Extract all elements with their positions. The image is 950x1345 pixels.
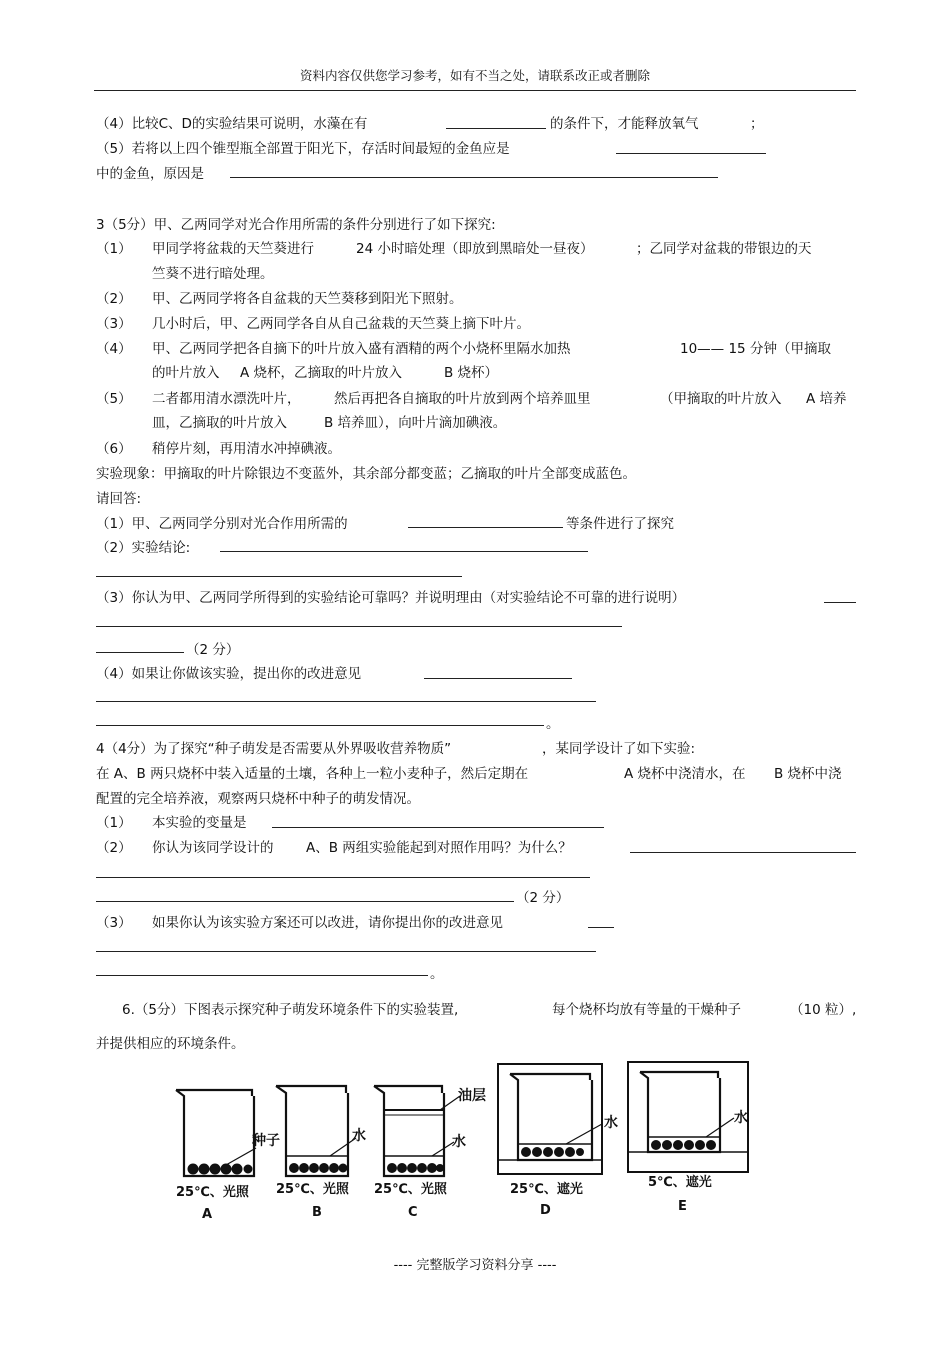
q3-ans2: （2）实验结论:	[96, 540, 191, 556]
beaker-a	[176, 1090, 280, 1222]
q3-ask: 请回答:	[96, 491, 142, 507]
beaker-b	[276, 1086, 366, 1220]
q-prev-4c: ；	[750, 116, 764, 132]
q3-step4-b: 10—— 15 分钟（甲摘取	[680, 341, 831, 357]
q6-text-d: 并提供相应的环境条件。	[96, 1036, 245, 1052]
q4-q2-num: （2）	[96, 840, 132, 856]
beaker-c-label: C	[408, 1205, 418, 1220]
oil-layer-label: 油层	[458, 1088, 486, 1104]
beaker-c	[374, 1086, 486, 1220]
q3-step5-e: 皿，乙摘取的叶片放入	[152, 415, 287, 431]
beaker-a-condition: 25℃、光照	[176, 1185, 249, 1200]
seed-label: 种子	[252, 1133, 280, 1149]
page-header: 资料内容仅供您学习参考，如有不当之处，请联系改正或者删除	[299, 68, 650, 83]
q3-step1-b: 24 小时暗处理（即放到黑暗处一昼夜）	[356, 241, 594, 257]
beaker-b-label: B	[312, 1205, 322, 1220]
q3-ans3: （3）你认为甲、乙两同学所得到的实验结论可靠吗？并说明理由（对实验结论不可靠的进行说明）	[96, 590, 686, 606]
beaker-d-label: D	[540, 1203, 551, 1218]
q3-step6-num: （6）	[96, 441, 132, 457]
q3-step5-num: （5）	[96, 391, 132, 407]
q-prev-5a: （5）若将以上四个锥型瓶全部置于阳光下，存活时间最短的金鱼应是	[96, 141, 510, 157]
q-prev-4a: （4）比较C、D的实验结果可说明，水藻在有	[96, 116, 368, 132]
q3-step4-d: A 烧杯，乙摘取的叶片放入	[240, 365, 403, 381]
water-label: 水	[734, 1110, 748, 1126]
q3-step2-num: （2）	[96, 291, 132, 307]
q4-q2-a: 你认为该同学设计的	[152, 840, 274, 856]
q3-ans1-a: （1）甲、乙两同学分别对光合作用所需的	[96, 516, 348, 532]
beaker-e	[628, 1062, 748, 1214]
q3-step4-c: 的叶片放入	[152, 365, 220, 381]
beaker-d-condition: 25℃、遮光	[510, 1182, 583, 1197]
water-label: 水	[604, 1115, 618, 1131]
q3-step5-d: A 培养	[806, 391, 847, 407]
q3-step5-a: 二者都用清水漂洗叶片，	[152, 391, 301, 407]
q6-text-a: 6.（5分）下图表示探究种子萌发环境条件下的实验装置,	[122, 1002, 459, 1018]
q3-step5-f: B 培养皿），向叶片滴加碘液。	[324, 415, 507, 431]
q3-step4-e: B 烧杯）	[444, 365, 499, 381]
beaker-c-condition: 25℃、光照	[374, 1182, 447, 1197]
q4-title-b: ，某同学设计了如下实验:	[542, 741, 696, 757]
q3-step1-d: 竺葵不进行暗处理。	[152, 266, 274, 282]
seeds	[652, 1141, 716, 1150]
q-prev-5b: 中的金鱼，原因是	[96, 166, 204, 182]
period: 。	[546, 716, 560, 732]
q4-q1-num: （1）	[96, 815, 132, 831]
q4-q1: 本实验的变量是	[152, 815, 247, 831]
q3-phenomenon: 实验现象：甲摘取的叶片除银边不变蓝外，其余部分都变蓝；乙摘取的叶片全部变成蓝色。	[96, 466, 636, 482]
q4-desc1-a: 在 A、B 两只烧杯中装入适量的土壤，各种上一粒小麦种子，然后定期在	[96, 766, 529, 782]
water-label: 水	[352, 1128, 366, 1144]
q4-q2-b: A、B 两组实验能起到对照作用吗？为什么？	[306, 840, 572, 856]
beaker-d	[498, 1064, 618, 1218]
q3-step6: 稍停片刻，再用清水冲掉碘液。	[152, 441, 341, 457]
period: 。	[430, 966, 444, 982]
q3-step3-num: （3）	[96, 316, 132, 332]
q4-title-a: 4（4分）为了探究“种子萌发是否需要从外界吸收营养物质”	[96, 741, 452, 757]
q3-step4-a: 甲、乙两同学把各自摘下的叶片放入盛有酒精的两个小烧杯里隔水加热	[152, 341, 571, 357]
seeds	[388, 1164, 444, 1173]
page-footer: ---- 完整版学习资料分享 ----	[393, 1258, 557, 1273]
q3-step1-a: 甲同学将盆栽的天竺葵进行	[152, 241, 314, 257]
beaker-a-label: A	[202, 1207, 213, 1222]
q3-step2: 甲、乙两同学将各自盆栽的天竺葵移到阳光下照射。	[152, 291, 463, 307]
q4-q3-num: （3）	[96, 915, 132, 931]
q-prev-4b: 的条件下，才能释放氧气	[550, 116, 699, 132]
q3-ans4: （4）如果让你做该实验，提出你的改进意见	[96, 666, 362, 682]
beaker-e-label: E	[678, 1199, 687, 1214]
q3-step3: 几小时后，甲、乙两同学各自从自己盆栽的天竺葵上摘下叶片。	[152, 316, 530, 332]
beaker-b-condition: 25℃、光照	[276, 1182, 349, 1197]
q3-title: 3（5分）甲、乙两同学对光合作用所需的条件分别进行了如下探究:	[96, 217, 496, 233]
q4-desc1-b: A 烧杯中浇清水，在	[624, 766, 746, 782]
seeds	[188, 1164, 252, 1174]
q6-text-c: （10 粒）,	[790, 1002, 857, 1018]
q3-step1-c: ；乙同学对盆栽的带银边的天	[636, 241, 812, 257]
water-label: 水	[452, 1134, 466, 1150]
beaker-e-condition: 5℃、遮光	[648, 1175, 712, 1190]
q3-step4-num: （4）	[96, 341, 132, 357]
q4-q3: 如果你认为该实验方案还可以改进，请你提出你的改进意见	[152, 915, 503, 931]
q3-step1-num: （1）	[96, 241, 132, 257]
q4-desc1-c: B 烧杯中浇	[774, 766, 842, 782]
q3-ans1-b: 等条件进行了探究	[566, 516, 674, 532]
q6-text-b: 每个烧杯均放有等量的干燥种子	[552, 1002, 741, 1018]
q4-q2-points: （2 分）	[516, 890, 570, 906]
seeds	[290, 1164, 348, 1173]
q3-step5-c: （甲摘取的叶片放入	[660, 391, 782, 407]
seeds	[522, 1148, 584, 1157]
q3-ans3-points: （2 分）	[186, 642, 240, 658]
q4-desc2: 配置的完全培养液，观察两只烧杯中种子的萌发情况。	[96, 791, 420, 807]
q3-step5-b: 然后再把各自摘取的叶片放到两个培养皿里	[334, 391, 591, 407]
